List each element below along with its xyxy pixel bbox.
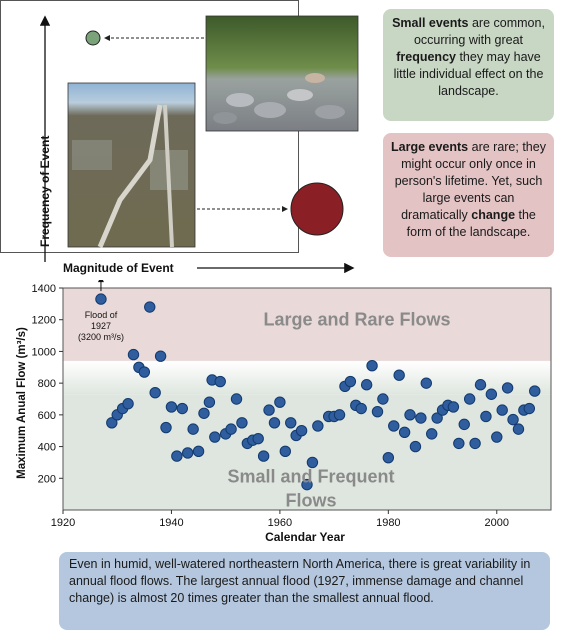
data-point <box>470 438 480 448</box>
x-axis-title: Calendar Year <box>265 530 345 542</box>
flood-1927-annotation: (3200 m³/s) <box>77 332 124 343</box>
data-point <box>367 361 377 371</box>
x-tick-label: 2000 <box>484 517 510 529</box>
frequency-axis-label: Frequency of Event <box>38 135 52 247</box>
data-point <box>459 419 469 429</box>
data-point <box>530 386 540 396</box>
explanation-note: Even in humid, well-watered northeastern North America, there is great variability in annual flood flows. The largest annual flood (1927, immense damage and channel change) is almost 20 times greater than the smallest annual flood. <box>59 552 550 630</box>
large-event-marker <box>291 183 343 235</box>
data-point <box>237 418 247 428</box>
data-point <box>378 394 388 404</box>
y-tick-label: 1200 <box>31 314 56 327</box>
data-point <box>177 403 187 413</box>
data-point <box>481 411 491 421</box>
data-point <box>399 427 409 437</box>
y-tick-label: 200 <box>37 473 56 486</box>
data-point <box>405 410 415 420</box>
flood-photo <box>68 83 195 247</box>
data-point <box>258 451 268 461</box>
data-point <box>145 302 155 312</box>
flood-1927-annotation: 1927 <box>90 321 111 332</box>
data-point <box>497 405 507 415</box>
data-point <box>139 367 149 377</box>
annual-flow-chart <box>0 280 563 542</box>
data-point <box>204 397 214 407</box>
y-tick-label: 400 <box>37 441 56 454</box>
large-rare-flows-label: Large and Rare Flows <box>263 309 451 330</box>
y-tick-label: 1400 <box>31 283 56 295</box>
data-point <box>286 418 296 428</box>
small-frequent-flows-label: Small and Frequent <box>227 466 395 487</box>
data-point <box>345 376 355 386</box>
data-point <box>508 414 518 424</box>
data-point <box>486 389 496 399</box>
data-point <box>264 405 274 415</box>
data-point <box>199 408 209 418</box>
data-point <box>128 349 138 359</box>
data-point <box>231 394 241 404</box>
small-events-text-2: they may have little individual effect on the landscape. <box>393 50 544 98</box>
data-point <box>215 376 225 386</box>
large-events-text-1: are rare; they might occur only once in person's lifetime. Yet, such large events can dramatically <box>394 140 546 222</box>
flood-1927-annotation: Flood of <box>84 310 118 321</box>
data-point <box>383 452 393 462</box>
data-point <box>226 424 236 434</box>
stream-photo <box>206 16 358 131</box>
data-point <box>269 418 279 428</box>
x-tick-label: 1940 <box>159 517 184 529</box>
data-point <box>464 394 474 404</box>
data-point <box>313 421 323 431</box>
small-events-text-1: are common, occurring with great <box>413 16 545 47</box>
data-point <box>524 403 534 413</box>
data-point <box>356 403 366 413</box>
data-point <box>427 429 437 439</box>
data-point <box>372 406 382 416</box>
small-frequent-flows-label: Flows <box>285 490 337 511</box>
flood-1927-arrowhead <box>98 280 104 282</box>
data-point <box>193 446 203 456</box>
data-point <box>394 370 404 380</box>
y-axis-title: Maximum Anual Flow (m³/s) <box>16 327 28 479</box>
data-point <box>280 446 290 456</box>
x-tick-label: 1960 <box>267 517 293 529</box>
data-point <box>155 351 165 361</box>
frequency-term: frequency <box>396 50 456 64</box>
data-point <box>416 413 426 423</box>
data-point <box>454 438 464 448</box>
data-point <box>334 410 344 420</box>
data-point <box>253 433 263 443</box>
data-point <box>172 451 182 461</box>
data-point <box>210 432 220 442</box>
data-point <box>188 424 198 434</box>
data-point <box>410 441 420 451</box>
x-tick-label: 1920 <box>50 517 76 529</box>
data-point <box>421 378 431 388</box>
data-point <box>361 380 371 390</box>
small-events-term: Small events <box>392 16 469 30</box>
data-point <box>275 397 285 407</box>
data-point <box>475 380 485 390</box>
data-point <box>166 402 176 412</box>
data-point <box>183 448 193 458</box>
data-point <box>150 387 160 397</box>
magnitude-axis-label: Magnitude of Event <box>63 261 174 275</box>
data-point <box>448 402 458 412</box>
data-point <box>96 294 106 304</box>
data-point <box>492 432 502 442</box>
small-event-marker <box>86 31 100 45</box>
data-point <box>296 426 306 436</box>
large-events-callout <box>383 133 554 257</box>
data-point <box>502 383 512 393</box>
y-tick-label: 600 <box>37 409 56 422</box>
y-tick-label: 800 <box>37 378 56 391</box>
x-tick-label: 1980 <box>376 517 401 529</box>
large-events-text-2: the form of the landscape. <box>406 208 536 239</box>
data-point <box>389 421 399 431</box>
small-events-callout <box>383 9 554 121</box>
y-tick-label: 1000 <box>31 346 56 359</box>
data-point <box>161 422 171 432</box>
change-term: change <box>471 208 516 222</box>
large-events-term: Large events <box>391 140 469 154</box>
data-point <box>123 399 133 409</box>
data-point <box>513 424 523 434</box>
